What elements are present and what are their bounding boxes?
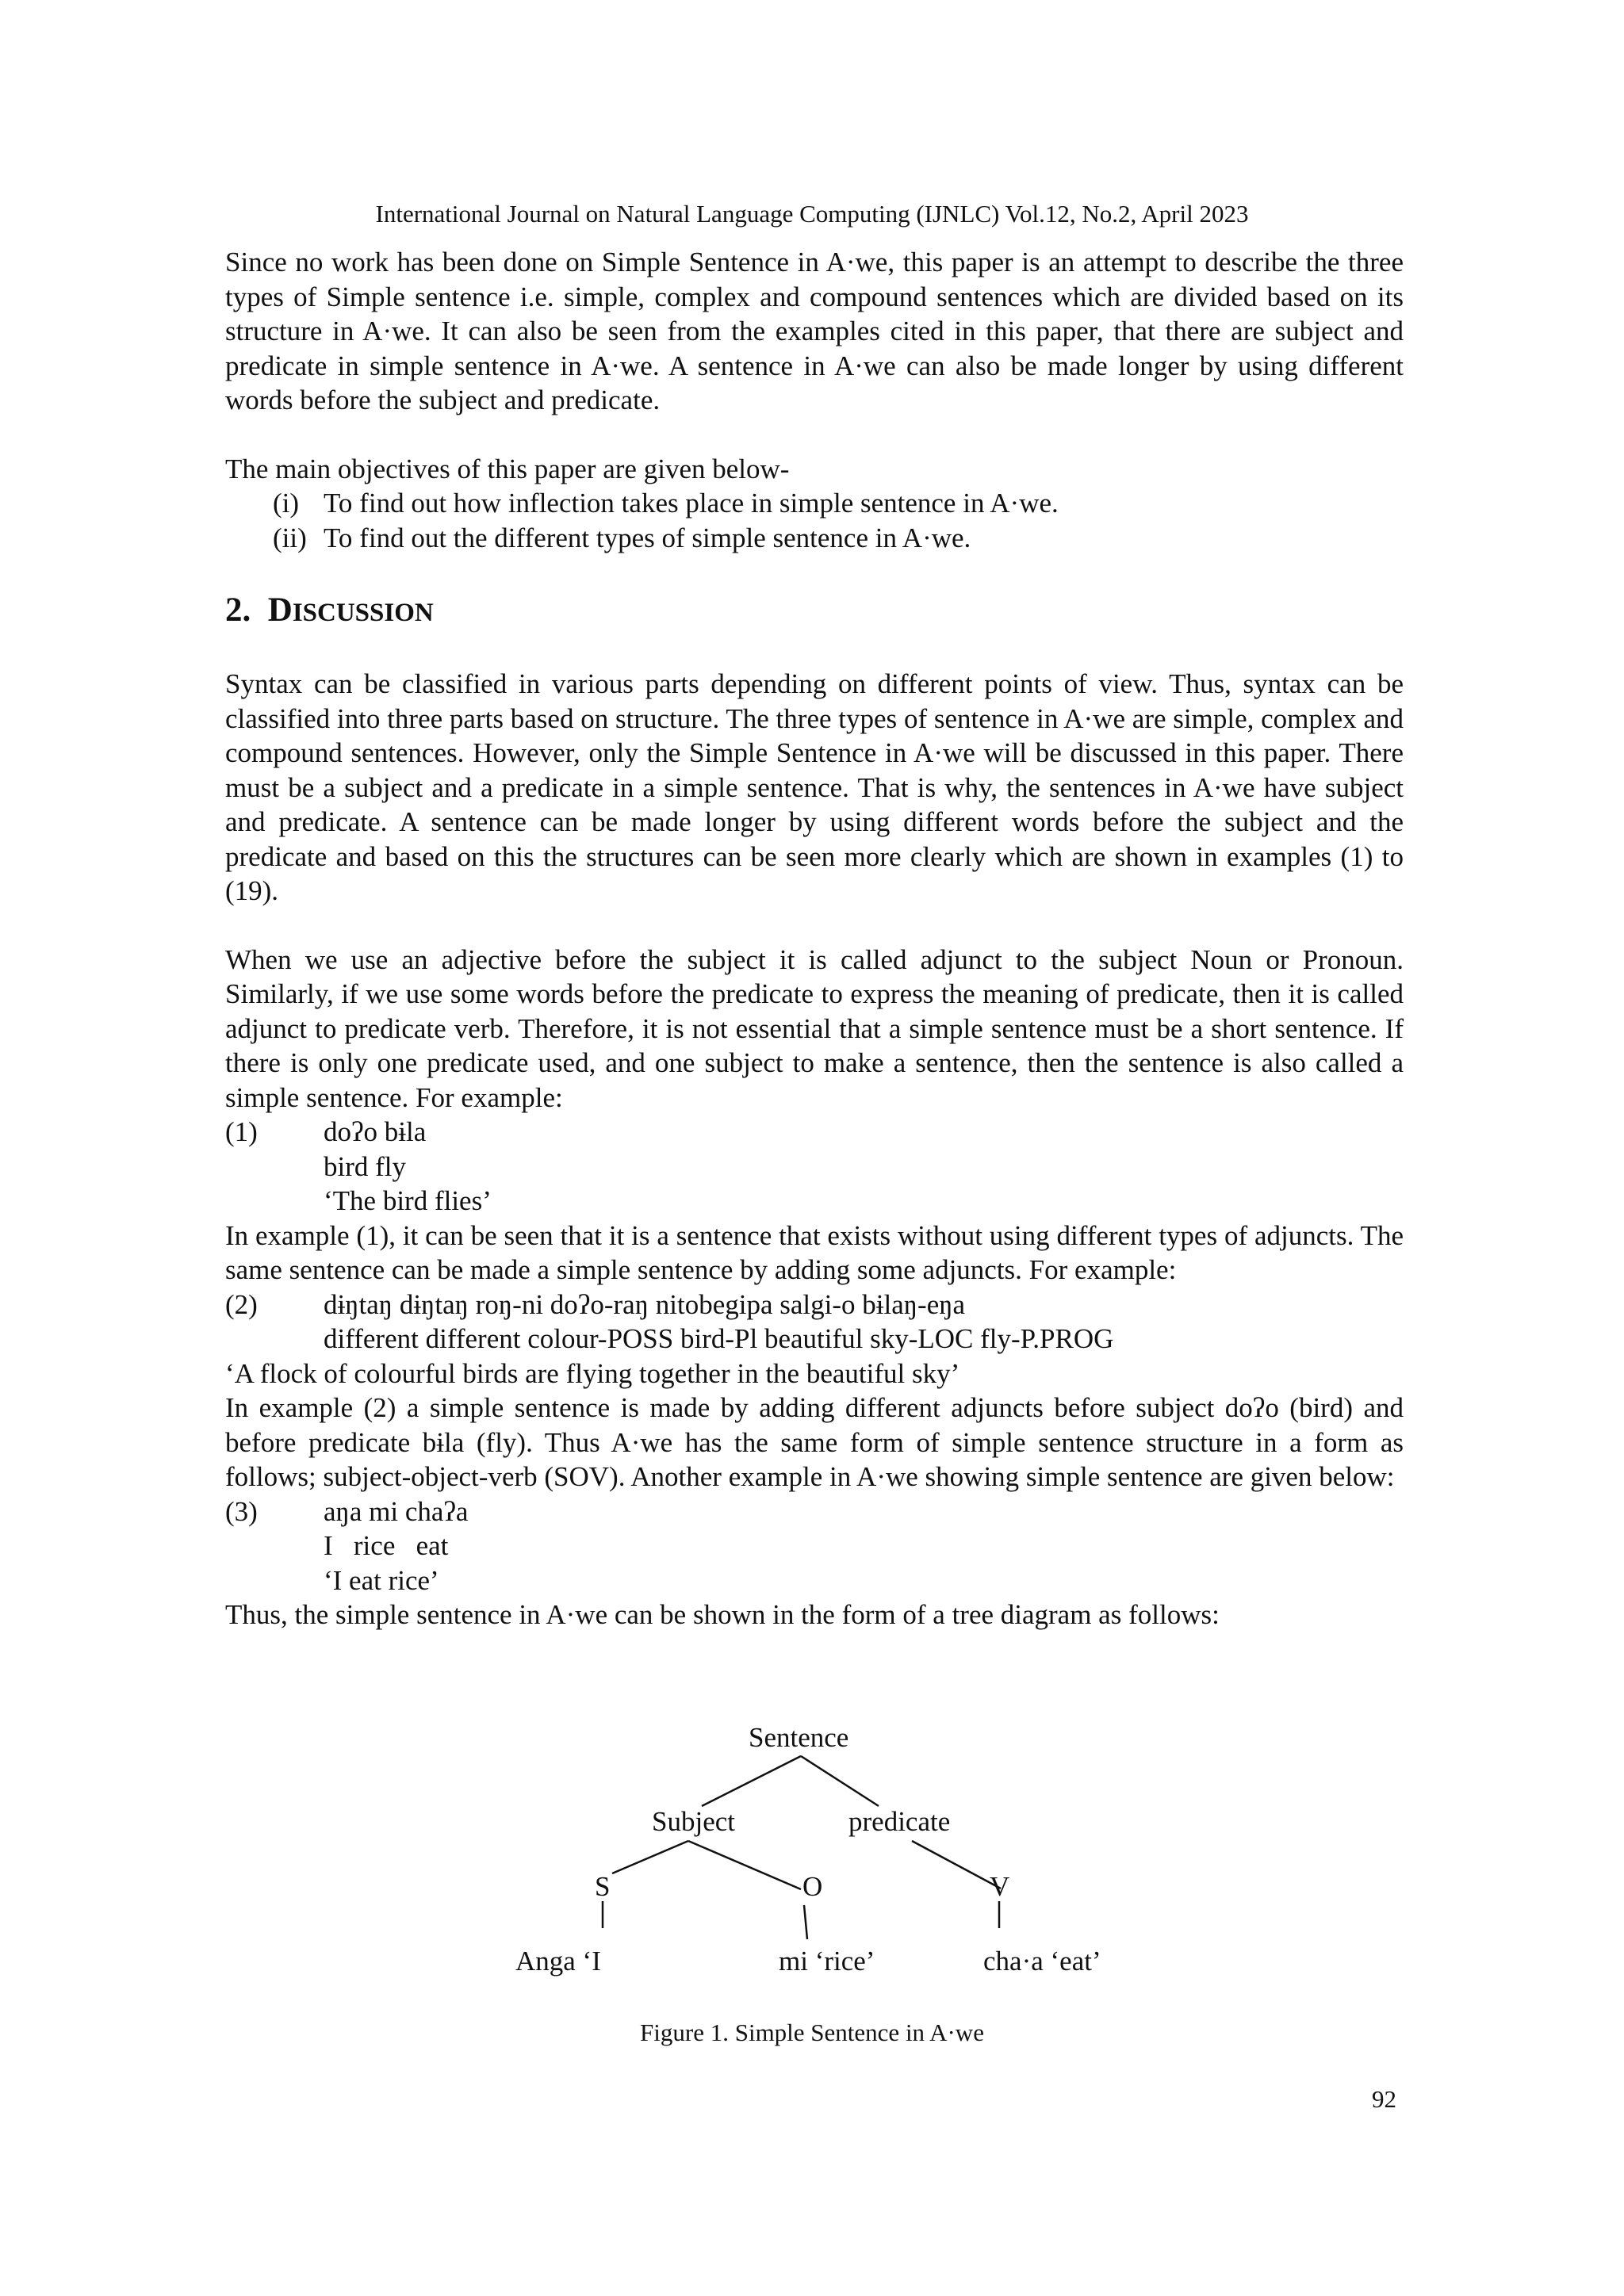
figure-caption: Figure 1. Simple Sentence in A·we	[640, 2019, 984, 2046]
tree-node-root: Sentence	[749, 1722, 849, 1753]
objective-text: To find out the different types of simple sentence in A·we.	[324, 522, 971, 553]
example-1	[225, 1115, 1404, 1219]
edge-subject-o	[688, 1841, 801, 1889]
tree-node-predicate: predicate	[848, 1806, 951, 1837]
tree-node-v: V	[990, 1871, 1010, 1902]
objective-number: (i)	[273, 488, 300, 519]
edge-sentence-subject	[702, 1756, 801, 1806]
tree-diagram	[476, 1720, 1189, 1998]
page-number: 92	[1372, 2085, 1396, 2113]
example-translation: ‘The bird flies’	[324, 1185, 492, 1216]
example-original: doʔo bɨla	[324, 1116, 427, 1147]
tree-leaf-o: mi ‘rice’	[779, 1946, 875, 1976]
tree-node-s: S	[595, 1871, 611, 1902]
example-original: dɨŋtaŋ dɨŋtaŋ roŋ-ni doʔo-raŋ nitobegipa salgi-o bɨlaŋ-eŋa	[324, 1288, 966, 1320]
intro-paragraph: Since no work has been done on Simple Sentence in A·we, this paper is an attempt to describe the three types of Simple sentence i.e. simple, complex and compound sentences which are divided based on its structure in A·we. It can also be seen from the examples cited in this paper, that there are subject and predicate in simple sentence in A·we. A sentence in A·we can also be made longer by using different words before the subject and predicate.	[225, 247, 1404, 415]
edge-predicate-v	[912, 1841, 1001, 1888]
section-title-rest: ISCUSSION	[292, 599, 434, 627]
example-gloss: different different colour-POSS bird-Pl beautiful sky-LOC fly-P.PROG	[324, 1323, 1114, 1354]
objectives-intro: The main objectives of this paper are given below-	[225, 453, 790, 484]
page-body	[225, 245, 1404, 1632]
example-translation: ‘A flock of colourful birds are flying together in the beautiful sky’	[225, 1357, 960, 1389]
tree-node-subject: Subject	[652, 1806, 735, 1837]
example-3	[225, 1494, 1404, 1598]
example-number: (3)	[225, 1495, 258, 1527]
example-gloss: I rice eat	[324, 1530, 449, 1561]
section-title-initial: D	[267, 591, 293, 629]
example-original: aŋa mi chaʔa	[324, 1495, 469, 1527]
objective-text: To find out how inflection takes place in simple sentence in A·we.	[324, 488, 1059, 519]
after-example-2: In example (2) a simple sentence is made by adding different adjuncts before subject doʔo (bird) and before predicate bɨla (fly). Thus A·we has the same form of simple sentence structure in a form as follows; subject-object-verb (SOV). Another example in A·we showing simple sentence are given below:	[225, 1392, 1404, 1492]
tree-intro: Thus, the simple sentence in A·we can be shown in the form of a tree diagram as follows:	[225, 1599, 1220, 1630]
discussion-paragraph-2: When we use an adjective before the subject it is called adjunct to the subject Noun or Pronoun. Similarly, if we use some words before the predicate to express the meaning of predicate, then it is called adjunct to predicate verb. Therefore, it is not essential that a simple sentence must be a short sentence. If there is only one predicate used, and one subject to make a sentence, then the sentence is also called a simple sentence. For example:	[225, 943, 1404, 1113]
objective-item	[225, 486, 1404, 521]
example-number: (2)	[225, 1288, 258, 1320]
example-gloss: bird fly	[324, 1150, 407, 1182]
edge-o-leaf	[804, 1905, 807, 1939]
edge-sentence-predicate	[801, 1756, 879, 1806]
section-number: 2.	[225, 591, 251, 629]
example-2	[225, 1288, 1404, 1391]
example-translation: ‘I eat rice’	[324, 1564, 439, 1596]
tree-leaf-v: cha·a ‘eat’	[983, 1946, 1101, 1976]
tree-node-o: O	[802, 1871, 823, 1902]
section-heading	[225, 591, 1404, 633]
tree-leaf-s: Anga ‘I	[515, 1946, 601, 1976]
example-number: (1)	[225, 1116, 258, 1147]
edge-subject-s	[612, 1841, 688, 1873]
discussion-paragraph-1: Syntax can be classified in various parts depending on different points of view. Thus, syntax can be classified into three parts based on structure. The three types of sentence in A·we are simple, complex and compound sentences. However, only the Simple Sentence in A·we will be discussed in this paper. There must be a subject and a predicate in a simple sentence. That is why, the sentences in A·we have subject and predicate. A sentence can be made longer by using different words before the subject and the predicate and based on this the structures can be seen more clearly which are shown in examples (1) to (19).	[225, 668, 1404, 906]
running-header: International Journal on Natural Language Computing (IJNLC) Vol.12, No.2, April 2023	[375, 200, 1249, 228]
after-example-1: In example (1), it can be seen that it is a sentence that exists without using different types of adjuncts. The same sentence can be made a simple sentence by adding some adjuncts. For example:	[225, 1219, 1404, 1285]
objective-item	[225, 521, 1404, 556]
objective-number: (ii)	[273, 522, 307, 553]
